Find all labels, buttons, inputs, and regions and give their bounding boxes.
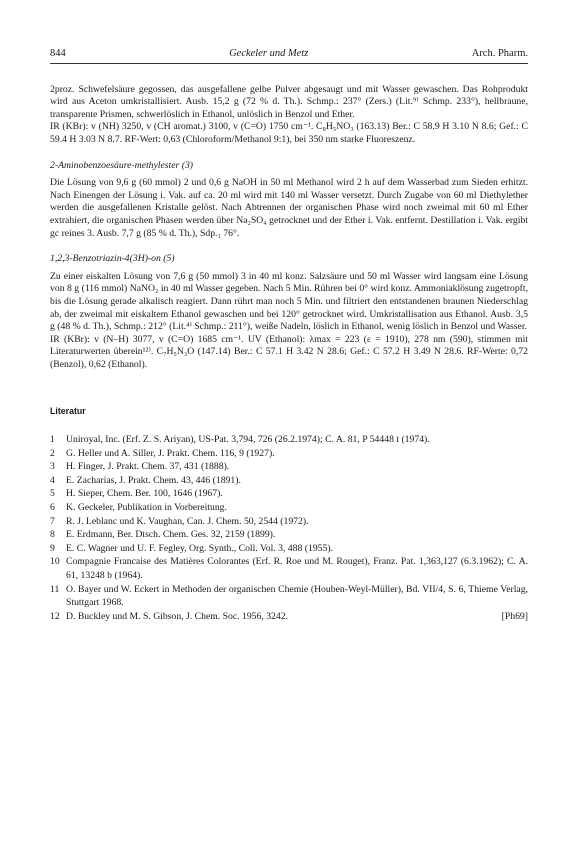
- paragraph-ir-data-1: IR (KBr): v (NH) 3250, v (CH aromat.) 3100, v (C=O) 1750 cm⁻¹. C₈H₅NO₃ (163.13) Ber.: C 58.9 H 3.10 N 8.6; Gef.: C 59.4 H 3.03 N 8.7. RF-Wert: 0,63 (Chloroform/Methanol 9:1), bei 350 nm starke Fluoreszenz.: [50, 121, 528, 145]
- reference-item: 5 H. Sieper, Chem. Ber. 100, 1646 (1967).: [50, 488, 223, 500]
- section-heading-benzotriazinone: 1,2,3-Benzotriazin-4(3H)-on (5): [50, 253, 175, 265]
- paper-code: [Ph69]: [501, 610, 528, 622]
- reference-item: 11 O. Bayer und W. Eckert in Methoden der organischen Chemie (Houben-Weyl-Müller), Bd. VII/4, S. 6, Thieme Verlag, Stuttgart 1968.: [50, 583, 528, 609]
- reference-item: 1 Uniroyal, Inc. (Erf. Z. S. Ariyan), US-Pat. 3,794, 726 (26.2.1974); C. A. 81, P 54448 t (1974).: [50, 434, 430, 446]
- literature-heading: Literatur: [50, 406, 86, 417]
- paragraph-continuation: 2proz. Schwefelsäure gegossen, das ausgefallene gelbe Pulver abgesaugt und mit Wasser gewaschen. Das Rohprodukt wird aus Aceton umkristallisiert. Ausb. 15,2 g (72 % d. Th.). Schmp.: 237° (Zers.) (Lit.⁹⁾ Schmp. 233°), hellbraune, transparente Prismen, schwerlöslich in Ethanol, unlöslich in Benzol und Ether.: [50, 83, 528, 120]
- reference-item: 12 D. Buckley und M. S. Gibson, J. Chem. Soc. 1956, 3242. [Ph69]: [50, 610, 528, 622]
- paragraph-ir-data-2: IR (KBr): v (N–H) 3077, v (C=O) 1685 cm⁻¹. UV (Ethanol): λmax = 223 (ε = 1910), 278 nm (590), stimmen mit Literaturwerten überein¹²⁾. C₇H₅N₃O (147.14) Ber.: C 57.1 H 3.42 N 28.6; Gef.: C 57.2 H 3.49 N 28.6. RF-Werte: 0,72 (Benzol), 0,62 (Ethanol).: [50, 333, 528, 370]
- reference-item: 8 E. Erdmann, Ber. Dtsch. Chem. Ges. 32, 2159 (1899).: [50, 529, 276, 541]
- paragraph-synthesis-3: Die Lösung von 9,6 g (60 mmol) 2 und 0,6 g NaOH in 50 ml Methanol wird 2 h auf dem Wasserbad zum Sieden erhitzt. Nach Einengen der Lösung i. Vak. auf ca. 20 ml wird mit 140 ml Wasser versetzt. Durch Zugabe von 60 ml Diethylether werden die ausgefallenen Kristalle gelöst. Nach Abtrennen der organischen Phase wird noch zweimal mit 60 ml Ether extrahiert, die organischen Phasen werden über Na₂SO₄ getrocknet und der Ether i. Vak. entfernt. Destillation i. Vak. ergibt gc reines 3. Ausb. 7,7 g (85 % d. Th.), Sdp.₁ 76°.: [50, 177, 528, 239]
- journal-page: [50, 48, 528, 623]
- reference-list: [50, 433, 528, 623]
- reference-item: 7 R. J. Leblanc und K. Vaughan, Can. J. Chem. 50, 2544 (1972).: [50, 515, 309, 527]
- section-heading-aminobenzoate: 2-Aminobenzoesäure-methylester (3): [50, 159, 194, 171]
- page-number: 844: [50, 48, 66, 59]
- reference-item: 6 K. Geckeler, Publikation in Vorbereitung.: [50, 502, 227, 514]
- reference-item: 4 E. Zacharias, J. Prakt. Chem. 43, 446 (1891).: [50, 474, 241, 486]
- journal-name: Arch. Pharm.: [471, 48, 528, 59]
- reference-item: 10 Compagnie Francaise des Matières Colorantes (Erf. R. Roe und M. Rouget), Franz. Pat. 1,363,127 (6.3.1962); C. A. 61, 13248 b (1964).: [50, 556, 528, 581]
- reference-item: 3 H. Finger, J. Prakt. Chem. 37, 431 (1888).: [50, 461, 230, 473]
- running-header: [50, 48, 528, 64]
- reference-item: 9 E. C. Wagner und U. F. Fegley, Org. Synth., Coll. Vol. 3, 488 (1955).: [50, 542, 334, 554]
- running-authors: Geckeler und Metz: [229, 48, 309, 59]
- reference-item: 2 G. Heller und A. Siller, J. Prakt. Chem. 116, 9 (1927).: [50, 447, 275, 459]
- paragraph-synthesis-5: Zu einer eiskalten Lösung von 7,6 g (50 mmol) 3 in 40 ml konz. Salzsäure und 50 ml Wasser wird langsam eine Lösung von 8 g (116 mmol) NaNO₂ in 40 ml Wasser gegeben. Nach 5 Min. Rühren bei 0° wird konz. Ammoniaklösung zugetropft, bis die Lösung gerade alkalisch reagiert. Dann rührt man noch 5 Min. und filtriert den entstandenen braunen Niederschlag ab, der zweimal mit eiskaltem Ethanol gewaschen und bei 120° getrocknet wird. Umkristallisation aus Ethanol. Ausb. 3,5 g (48 % d. Th.), Schmp.: 212° (Lit.⁴⁾ Schmp.: 211°), weiße Nadeln, löslich in Ethanol, wenig löslich in Benzol und Wasser.: [50, 270, 528, 333]
